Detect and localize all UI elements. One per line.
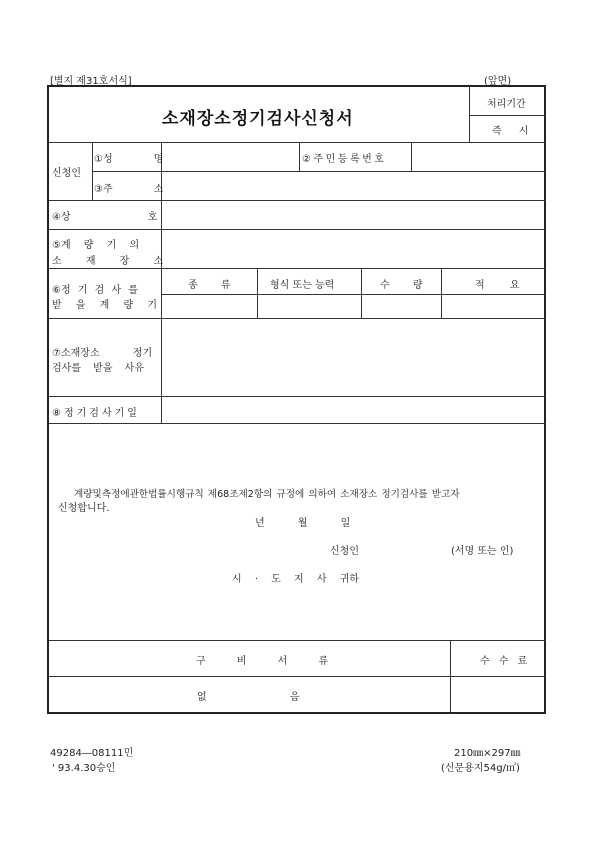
id-number-label: ②주민등록번호	[302, 154, 387, 165]
rule-address	[49, 200, 546, 201]
id-value-divider	[411, 142, 412, 171]
meter-label-1: ⑥정 기 검 사 를	[52, 285, 138, 296]
meter-col-1	[257, 268, 258, 318]
location-label-1: ⑤계 량 기 의	[52, 240, 140, 251]
rule-meter-header	[161, 294, 546, 295]
name-id-divider	[299, 142, 300, 171]
meter-header-remarks: 적 요	[475, 280, 520, 291]
meter-header-type: 종 류	[188, 280, 231, 291]
statement-line-1: 계량및측정에관한법률시행규칙 제68조제2항의 규정에 의하여 소재장소 정기검사를 받고자	[74, 489, 460, 500]
rule-reason	[49, 396, 546, 397]
inspection-date-label: ⑧정기검사기일	[52, 408, 140, 419]
processing-divider	[469, 115, 546, 116]
application-date: 년 월 일	[255, 518, 351, 529]
meter-label-2: 받 을 계 량 기	[52, 300, 158, 311]
signature-note: (서명 또는 인)	[451, 546, 514, 557]
applicant-signature-label: 신청인	[330, 546, 359, 557]
meter-col-3	[441, 268, 442, 318]
form-code: 49284―08111민	[50, 748, 134, 759]
rule-location	[49, 268, 546, 269]
applicant-divider	[92, 142, 93, 200]
company-label: ④상 호	[52, 212, 158, 223]
recipient: 시 · 도 지 사 귀하	[232, 574, 360, 585]
rule-meter	[49, 318, 546, 319]
reason-label-2: 검사를 받을 사유	[52, 363, 144, 374]
processing-value: 즉 시	[492, 126, 529, 137]
docs-fee-divider	[450, 640, 451, 714]
approval-date: ' 93.4.30승인	[52, 763, 116, 774]
reason-label-1: ⑦소재장소 정기	[52, 348, 153, 359]
rule-docs-header	[49, 676, 546, 677]
meter-header-quantity: 수 량	[380, 280, 423, 291]
address-label: ③주 소	[94, 184, 164, 195]
rule-company	[49, 229, 546, 230]
paper-type: (신문용지54g/㎡)	[441, 763, 520, 774]
rule-statement	[49, 640, 546, 641]
paper-size: 210㎜×297㎜	[454, 748, 521, 759]
page-side: (앞면)	[484, 76, 512, 87]
title-divider	[469, 87, 470, 142]
rule-date	[49, 423, 546, 424]
name-label: ①성 명	[94, 154, 164, 165]
fee-label: 수 수 료	[480, 656, 531, 667]
required-docs-label: 구 비 서 류	[196, 656, 329, 667]
form-number: [별지 제31호서식]	[50, 76, 132, 87]
location-label-2: 소 재 장 소	[52, 256, 164, 267]
rule-title	[49, 142, 546, 143]
applicant-group-label: 신청인	[52, 168, 81, 179]
statement-line-2: 신청합니다.	[58, 503, 110, 514]
meter-col-2	[361, 268, 362, 318]
required-docs-value: 없 음	[197, 692, 300, 703]
page-title: 소재장소정기검사신청서	[162, 109, 354, 129]
processing-label: 처리기간	[487, 99, 526, 110]
meter-header-model: 형식 또는 능력	[270, 280, 335, 291]
